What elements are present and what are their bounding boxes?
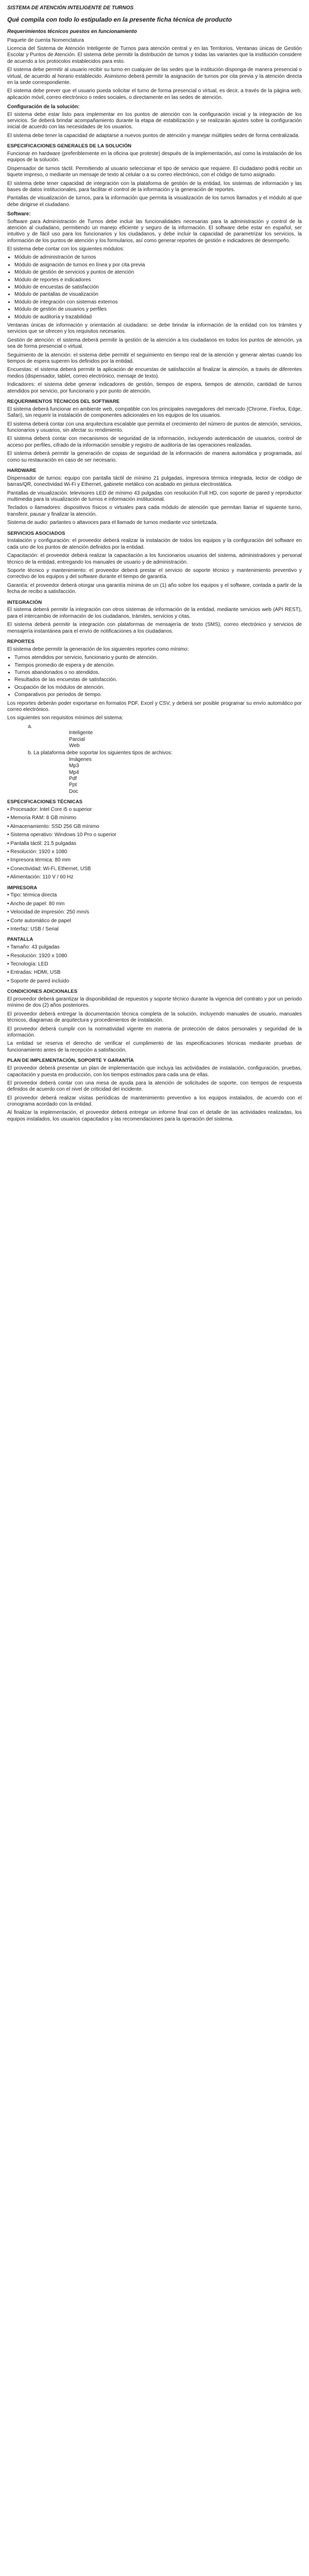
specs-paragraph: Dispensador de turnos táctil. Permitiendo al usuario seleccionar el tipo de servicio que requiere. El ciudadano podrá recibir un tiquete impreso, o mediante un mensaje de texto al celular o a su correo electrónico, con el código de turno asignado. [7, 165, 302, 178]
intro-paragraph: Paquete de cuenta Nomenclatura [7, 37, 84, 43]
spec-line: • Resolución: 1920 x 1080 [7, 953, 67, 959]
list-item: Imágenes [69, 756, 92, 762]
extra-paragraph: La entidad se reserva el derecho de verificar el cumplimiento de las especificaciones técnicas mediante pruebas de funcionamiento antes de la recepción a satisfacción. [7, 1041, 302, 1053]
modules-intro: El sistema debe contar con los siguientes módulos: [7, 246, 125, 252]
spec-line: • Almacenamiento: SSD 256 GB mínimo [7, 823, 99, 829]
config-heading: Configuración de la solución: [7, 104, 80, 110]
services-paragraph: Soporte técnico y mantenimiento: el proveedor deberá prestar el servicio de soporte técnico y mantenimiento preventivo y correctivo de los equipos y del software durante el tiempo de garantía. [7, 568, 302, 580]
services-paragraph: Capacitación: el proveedor deberá realizar la capacitación a los funcionarios usuarios del sistema, administradores y personal técnico de la entidad, entregando los manuales de usuario y de administración. [7, 553, 302, 565]
services-heading: SERVICIOS ASOCIADOS [7, 530, 65, 536]
spec-line: • Tecnología: LED [7, 961, 48, 968]
module-description: Seguimiento de la atención: el sistema debe permitir el seguimiento en tiempo real de la atención y generar alertas cuando los tiempos de espera superen los definidos por la entidad. [7, 352, 302, 364]
reports-paragraph: Los reportes deberán poder exportarse en formatos PDF, Excel y CSV, y deberá ser posible programar su envío automático por correo electrónico. [7, 700, 302, 713]
list-item: • Módulo de pantallas de visualización [14, 292, 302, 298]
spec-line: • Corte automático de papel [7, 918, 71, 924]
document-subtitle: Qué compila con todo lo estipulado en la presente ficha técnica de producto [7, 16, 232, 24]
software-paragraph: Software para Administración de Turnos debe incluir las funcionalidades necesarias para la administración y control de la atención al ciudadano, permitiendo un manejo eficiente y seguro de la información. El software debe estar en español, ser intuitivo y de fácil uso para los funcionarios y los ciudadanos, y debe incluir la capacidad de parametrizar los servicios, la información de los puntos de atención y los formularios, así como generar reportes de gestión e indicadores de desempeño. [7, 218, 302, 244]
software-heading: Software: [7, 211, 31, 217]
list-item: • Módulo de gestión de usuarios y perfiles [14, 307, 302, 313]
spec-line: • Memoria RAM: 8 GB mínimo [7, 815, 77, 821]
hardware-paragraph: Pantallas de visualización: televisores LED de mínimo 43 pulgadas con resolución Full HD, con soporte de pared y reproductor multimedia para la visualización de turnos e información institucional. [7, 490, 302, 502]
list-a [7, 724, 302, 750]
module-description: Encuestas: el sistema deberá permitir la aplicación de encuestas de satisfacción al finalizar la atención, a través de diferentes medios (dispensador, tablet, correo electrónico, mensaje de texto). [7, 367, 302, 379]
implementation-heading: PLAN DE IMPLEMENTACIÓN, SOPORTE Y GARANTÍA [7, 1058, 134, 1064]
list-item: • Comparativos por periodos de tiempo. [14, 692, 302, 698]
list-item: • Turnos atendidos por servicio, funcionario y punto de atención. [14, 655, 302, 661]
extra-paragraph: El proveedor deberá garantizar la disponibilidad de repuestos y soporte técnico durante la vigencia del contrato y por un periodo mínimo de dos (2) años posteriores. [7, 996, 302, 1009]
hardware-heading: HARDWARE [7, 467, 37, 473]
tech-paragraph: El sistema deberá funcionar en ambiente web, compatible con los principales navegadores del mercado (Chrome, Firefox, Edge, Safari), sin requerir la instalación de componentes adicionales en los equipos de los usuarios. [7, 406, 302, 419]
hardware-paragraph: Teclados o llamadores: dispositivos físicos o virtuales para cada módulo de atención que permitan llamar el siguiente turno, transferir, pausar y finalizar la atención. [7, 505, 302, 517]
requirements-heading: Requerimientos técnicos puestos en funcionamiento [7, 29, 137, 35]
list-item: • Módulo de encuestas de satisfacción [14, 284, 302, 291]
spec-line: • Entradas: HDMI, USB [7, 970, 61, 976]
spec-line: • Pantalla táctil: 21.5 pulgadas [7, 840, 77, 846]
spec-line: • Soporte de pared incluido [7, 978, 70, 984]
modules-list [7, 255, 302, 320]
list-item: Doc [69, 788, 78, 794]
tech-paragraph: El sistema deberá contar con mecanismos de seguridad de la información, incluyendo autenticación de usuarios, control de acceso por perfiles, cifrado de la información sensible y registro de auditoría de las operaciones realizadas. [7, 436, 302, 448]
intro-paragraph: Licencia del Sistema de Atención Inteligente de Turnos para atención central y en las Territorios, Ventanas únicas de Gestión Escolar y Puntos de Atención. El sistema debe permitir la distribución de turnos y todas las variantes que la institución considere de acuerdo a los protocolos establecidos para esto. [7, 46, 302, 64]
intro-section [7, 38, 302, 101]
implementation-paragraph: El proveedor deberá contar con una mesa de ayuda para la atención de solicitudes de soporte, con tiempos de respuesta definidos de acuerdo con el nivel de criticidad del incidente. [7, 1080, 302, 1093]
printer-heading: IMPRESORA [7, 885, 38, 891]
services-paragraph: Instalación y configuración: el proveedor deberá realizar la instalación de todos los equipos y la configuración del software en cada uno de los puntos de atención definidos por la entidad. [7, 538, 302, 550]
list-item: • Tiempos promedio de espera y de atención. [14, 663, 302, 669]
tech-heading: REQUERIMIENTOS TÉCNICOS DEL SOFTWARE [7, 398, 120, 404]
implementation-paragraph: El proveedor deberá presentar un plan de implementación que incluya las actividades de instalación, configuración, pruebas, capacitación y puesta en producción, con los tiempos estimados para cada una de ellas. [7, 1065, 302, 1078]
specs-paragraph: El sistema debe tener capacidad de integración con la plataforma de gestión de la entidad, los sistemas de información y las bases de datos institucionales, para facilitar el control de la información y la generación de reportes. [7, 180, 302, 193]
list-item: Ppt [69, 782, 77, 788]
document [0, 0, 309, 1123]
extra-heading: CONDICIONES ADICIONALES [7, 989, 78, 995]
spec-line: • Ancho de papel: 80 mm [7, 901, 65, 907]
document-title: SISTEMA DE ATENCIÓN INTELIGENTE DE TURNOS [7, 5, 134, 11]
tech-paragraph: El sistema deberá contar con una arquitectura escalable que permita el crecimiento del número de puntos de atención, servicios, funcionarios y usuarios, sin afectar su rendimiento. [7, 421, 302, 433]
list-item: Mp3 [69, 763, 79, 769]
list-item: • Resultados de las encuestas de satisfacción. [14, 677, 302, 683]
list-item: Mp4 [69, 769, 79, 775]
specs-paragraph: Funcionar en hardware (preferiblemente en la oficina que proteste) después de la implementación, así como la instalación de los equipos de la solución. [7, 151, 302, 163]
module-description: Ventanas únicas de información y orientación al ciudadano: se debe brindar la información de la entidad con los trámites y servicios que se ofrecen y los requisitos necesarios. [7, 323, 302, 335]
implementation-paragraph: El proveedor deberá realizar visitas periódicas de mantenimiento preventivo a los equipos instalados, de acuerdo con el cronograma acordado con la entidad. [7, 1095, 302, 1108]
list-b-intro: La plataforma debe soportar los siguientes tipos de archivos: [33, 750, 173, 756]
module-description: Indicadores: el sistema debe generar indicadores de gestión, tiempos de espera, tiempos de atención, cantidad de turnos atendidos por servicio, por funcionario y por punto de atención. [7, 382, 302, 394]
integration-heading: INTEGRACIÓN [7, 599, 42, 605]
specs-paragraph: Pantallas de visualización de turnos, para la información que permita la visualización de los turnos llamados y el módulo al que debe dirigirse el ciudadano. [7, 195, 302, 208]
list-b-label: b. [28, 750, 32, 756]
list-b [7, 750, 302, 795]
spec-line: • Alimentación: 110 V / 60 Hz [7, 874, 74, 880]
list-item: Inteligente [69, 730, 93, 736]
list-item: Pdf [69, 775, 77, 782]
list-item: • Ocupación de los módulos de atención. [14, 685, 302, 691]
reports-heading: REPORTES [7, 639, 35, 645]
list-a-label: a. [28, 723, 32, 730]
list-item: • Módulo de gestión de servicios y puntos de atención [14, 269, 302, 276]
spec-line: • Tamaño: 43 pulgadas [7, 944, 60, 951]
printer-block [7, 892, 302, 933]
reports-intro: El sistema debe permitir la generación de los siguientes reportes como mínimo: [7, 646, 189, 652]
spec-line: • Resolución: 1920 x 1080 [7, 849, 67, 855]
requirements-list-heading: Los siguientes son requisitos mínimos del sistema: [7, 715, 124, 721]
spec-line: • Tipo: térmica directa [7, 892, 57, 899]
list-item: • Módulo de integración con sistemas externos [14, 299, 302, 306]
spec-line: • Conectividad: Wi-Fi, Ethernet, USB [7, 866, 91, 872]
extra-paragraph: El proveedor deberá entregar la documentación técnica completa de la solución, incluyendo manuales de usuario, manuales técnicos, diagramas de arquitectura y procedimientos de instalación. [7, 1011, 302, 1024]
spec-line: • Interfaz: USB / Serial [7, 926, 59, 932]
intro-paragraph: El sistema debe permitir al usuario recibir su turno en cualquier de las sedes que la institución disponga de manera presencial o virtual, de acuerdo al horario establecido. Asimismo deberá permitir la asignación de turnos por cita previa y la atención directa en la sede correspondiente. [7, 67, 302, 86]
spec-line: • Impresora térmica: 80 mm [7, 857, 71, 863]
list-item: • Módulo de administración de turnos [14, 255, 302, 261]
spec-line: • Procesador: Intel Core i5 o superior [7, 807, 92, 812]
tv-block [7, 944, 302, 985]
config-paragraph: El sistema debe tener la capacidad de adaptarse a nuevos puntos de atención y manejar múltiples sedes de forma centralizada. [7, 132, 300, 139]
list-item: Parcial [69, 736, 85, 742]
spec-block-heading: ESPECIFICACIONES TÉCNICAS [7, 799, 83, 805]
module-description: Gestión de atención: el sistema deberá permitir la gestión de la atención a los ciudadanos en todos los puntos de atención, ya sea de forma presencial o virtual. [7, 337, 302, 350]
extra-paragraph: El proveedor deberá cumplir con la normatividad vigente en materia de protección de datos personales y seguridad de la información. [7, 1026, 302, 1039]
hardware-paragraph: Dispensador de turnos: equipo con pantalla táctil de mínimo 21 pulgadas, impresora térmica integrada, lector de código de barras/QR, conectividad Wi-Fi y Ethernet, gabinete metálico con acabado en pintura electrostática. [7, 475, 302, 488]
implementation-paragraph: Al finalizar la implementación, el proveedor deberá entregar un informe final con el detalle de las actividades realizadas, los equipos instalados, los usuarios capacitados y las recomendaciones para la operación del sistema. [7, 1110, 302, 1122]
spec-line: • Sistema operativo: Windows 10 Pro o superior [7, 832, 116, 838]
integration-paragraph: El sistema deberá permitir la integración con plataformas de mensajería de texto (SMS), correo electrónico y servicios de mensajería instantánea para el envío de notificaciones a los ciudadanos. [7, 622, 302, 634]
reports-list [7, 655, 302, 698]
list-item: • Módulo de asignación de turnos en línea y por cita previa [14, 262, 302, 268]
spec-block [7, 807, 302, 881]
integration-paragraph: El sistema deberá permitir la integración con otros sistemas de información de la entidad, mediante servicios web (API REST), para el intercambio de información de los ciudadanos, trámites, servicios y citas. [7, 607, 302, 619]
tv-heading: PANTALLA [7, 937, 33, 943]
specs-heading: ESPECIFICACIONES GENERALES DE LA SOLUCIÓN [7, 143, 132, 149]
config-paragraph: El sistema debe estar listo para implementar en los puntos de atención con la configuración inicial y la integración de los servicios. Se deberá brindar acompañamiento durante la etapa de estabilización y se realizarán ajustes sobre la configuración inicial de acuerdo con las necesidades de los usuarios. [7, 111, 302, 130]
tech-paragraph: El sistema deberá permitir la generación de copias de seguridad de la información de manera automática y programada, así como su restauración en caso de ser necesario. [7, 451, 302, 463]
hardware-paragraph: Sistema de audio: parlantes o altavoces para el llamado de turnos mediante voz sintetizada. [7, 520, 218, 526]
services-paragraph: Garantía: el proveedor deberá otorgar una garantía mínima de un (1) año sobre los equipos y el software, contada a partir de la fecha de recibo a satisfacción. [7, 582, 302, 595]
list-item: • Módulo de reportes e indicadores [14, 277, 302, 283]
list-item: • Turnos abandonados o no atendidos. [14, 670, 302, 676]
list-item: • Módulo de auditoría y trazabilidad [14, 314, 302, 320]
list-item: Web [69, 742, 80, 749]
spec-line: • Velocidad de impresión: 250 mm/s [7, 909, 90, 916]
intro-paragraph: El sistema debe prever que el usuario pueda solicitar el turno de forma presencial o virtual, es decir, a través de la página web, aplicación móvil, correo electrónico o redes sociales, o directamente en las sedes de atención. [7, 88, 302, 100]
